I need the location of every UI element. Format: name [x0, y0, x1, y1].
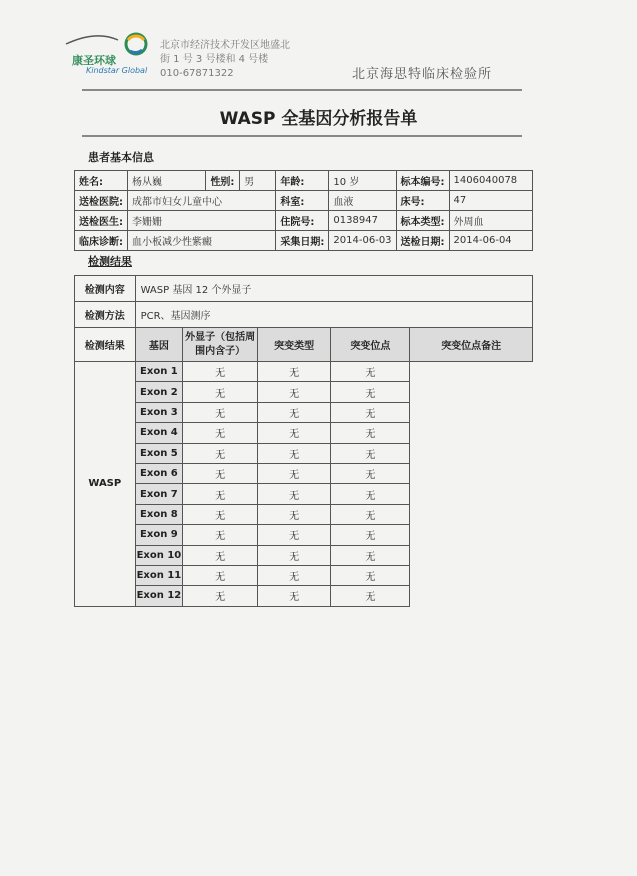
- name-label: 姓名:: [75, 171, 128, 191]
- site-cell: 无: [258, 484, 331, 504]
- logo-cn-text: 康圣环球: [72, 54, 116, 67]
- exon-row: [75, 463, 533, 483]
- note-cell: 无: [331, 402, 410, 422]
- exon-cell: Exon 9: [135, 525, 183, 545]
- method-value: PCR、基因测序: [135, 302, 532, 328]
- exon-row: [75, 423, 533, 443]
- type-cell: 无: [183, 504, 258, 524]
- age-label: 年龄:: [276, 171, 329, 191]
- type-cell: 无: [183, 402, 258, 422]
- exon-cell: Exon 3: [135, 402, 183, 422]
- note-cell: 无: [331, 586, 410, 606]
- sex-label: 性别:: [206, 171, 240, 191]
- note-cell: 无: [331, 525, 410, 545]
- type-cell: 无: [183, 443, 258, 463]
- name-value: 杨从巍: [128, 171, 206, 191]
- lab-name: 北京海思特临床检验所: [352, 67, 493, 82]
- bed-value: 47: [449, 191, 532, 211]
- result-header-row: [75, 328, 533, 362]
- patient-row: [75, 231, 533, 251]
- exon-row: [75, 545, 533, 565]
- sample-type-label: 标本类型:: [396, 211, 449, 231]
- site-cell: 无: [258, 463, 331, 483]
- site-cell: 无: [258, 545, 331, 565]
- address-line-2: 街 1 号 3 号楼和 4 号楼: [160, 54, 269, 65]
- exon-cell: Exon 7: [135, 484, 183, 504]
- bed-label: 床号:: [396, 191, 449, 211]
- note-cell: 无: [331, 504, 410, 524]
- exon-cell: Exon 2: [135, 382, 183, 402]
- type-cell: 无: [183, 545, 258, 565]
- exon-cell: Exon 8: [135, 504, 183, 524]
- admission-value: 0138947: [329, 211, 396, 231]
- exon-row: [75, 586, 533, 606]
- content-value: WASP 基因 12 个外显子: [135, 276, 532, 302]
- lab-address: [160, 39, 290, 81]
- exon-cell: Exon 4: [135, 423, 183, 443]
- type-cell: 无: [183, 565, 258, 585]
- header-rule-bottom: [82, 135, 522, 137]
- content-label: 检测内容: [75, 276, 136, 302]
- doctor-label: 送检医生:: [75, 211, 128, 231]
- method-label: 检测方法: [75, 302, 136, 328]
- hospital-label: 送检医院:: [75, 191, 128, 211]
- note-cell: 无: [331, 565, 410, 585]
- diagnosis-value: 血小板减少性紫癜: [128, 231, 276, 251]
- exon-row: [75, 382, 533, 402]
- note-cell: 无: [331, 443, 410, 463]
- result-label: 检测结果: [75, 328, 136, 362]
- address-line-1: 北京市经济技术开发区地盛北: [160, 40, 290, 51]
- exon-row: [75, 443, 533, 463]
- collect-date-value: 2014-06-03: [329, 231, 396, 251]
- type-cell: 无: [183, 525, 258, 545]
- site-cell: 无: [258, 525, 331, 545]
- exon-row: [75, 565, 533, 585]
- note-cell: 无: [331, 484, 410, 504]
- note-cell: 无: [331, 382, 410, 402]
- send-date-label: 送检日期:: [396, 231, 449, 251]
- gene-name: WASP: [75, 362, 136, 607]
- collect-date-label: 采集日期:: [276, 231, 329, 251]
- note-cell: 无: [331, 463, 410, 483]
- sex-value: 男: [240, 171, 276, 191]
- result-section-title: 检测结果: [88, 255, 132, 268]
- site-cell: 无: [258, 504, 331, 524]
- dept-label: 科室:: [276, 191, 329, 211]
- patient-info-table: [74, 170, 533, 251]
- patient-row: [75, 211, 533, 231]
- hospital-value: 成都市妇女儿童中心: [128, 191, 276, 211]
- col-gene-header: 基因: [135, 328, 183, 362]
- site-cell: 无: [258, 362, 331, 382]
- type-cell: 无: [183, 586, 258, 606]
- sample-no-value: 1406040078: [449, 171, 532, 191]
- col-type-header: 突变类型: [258, 328, 331, 362]
- exon-row: [75, 484, 533, 504]
- exon-cell: Exon 12: [135, 586, 183, 606]
- site-cell: 无: [258, 443, 331, 463]
- exon-cell: Exon 6: [135, 463, 183, 483]
- exon-row: [75, 504, 533, 524]
- sample-no-label: 标本编号:: [396, 171, 449, 191]
- note-cell: 无: [331, 362, 410, 382]
- col-note-header: 突变位点备注: [410, 328, 533, 362]
- site-cell: 无: [258, 402, 331, 422]
- dept-value: 血液: [329, 191, 396, 211]
- diagnosis-label: 临床诊断:: [75, 231, 128, 251]
- age-value: 10 岁: [329, 171, 396, 191]
- type-cell: 无: [183, 484, 258, 504]
- sample-type-value: 外周血: [449, 211, 532, 231]
- type-cell: 无: [183, 362, 258, 382]
- exon-cell: Exon 1: [135, 362, 183, 382]
- method-row: [75, 302, 533, 328]
- note-cell: 无: [331, 545, 410, 565]
- note-cell: 无: [331, 423, 410, 443]
- header-rule-top: [82, 89, 522, 91]
- admission-label: 住院号:: [276, 211, 329, 231]
- type-cell: 无: [183, 423, 258, 443]
- patient-row: [75, 191, 533, 211]
- exon-cell: Exon 10: [135, 545, 183, 565]
- type-cell: 无: [183, 463, 258, 483]
- site-cell: 无: [258, 565, 331, 585]
- patient-row: [75, 171, 533, 191]
- phone-number: 010-67871322: [160, 68, 234, 79]
- patient-section-title: 患者基本信息: [88, 151, 154, 164]
- exon-row: [75, 402, 533, 422]
- site-cell: 无: [258, 382, 331, 402]
- result-table: [74, 275, 533, 607]
- content-row: [75, 276, 533, 302]
- exon-cell: Exon 11: [135, 565, 183, 585]
- site-cell: 无: [258, 423, 331, 443]
- exon-cell: Exon 5: [135, 443, 183, 463]
- site-cell: 无: [258, 586, 331, 606]
- col-exon-header: 外显子（包括周围内含子）: [183, 328, 258, 362]
- type-cell: 无: [183, 382, 258, 402]
- kindstar-logo: [56, 30, 154, 80]
- col-site-header: 突变位点: [331, 328, 410, 362]
- exon-row: [75, 525, 533, 545]
- exon-row: [75, 362, 533, 382]
- doctor-value: 李姗姗: [128, 211, 276, 231]
- send-date-value: 2014-06-04: [449, 231, 532, 251]
- logo-en-text: Kindstar Global: [86, 66, 148, 75]
- report-title: WASP 全基因分析报告单: [219, 109, 418, 129]
